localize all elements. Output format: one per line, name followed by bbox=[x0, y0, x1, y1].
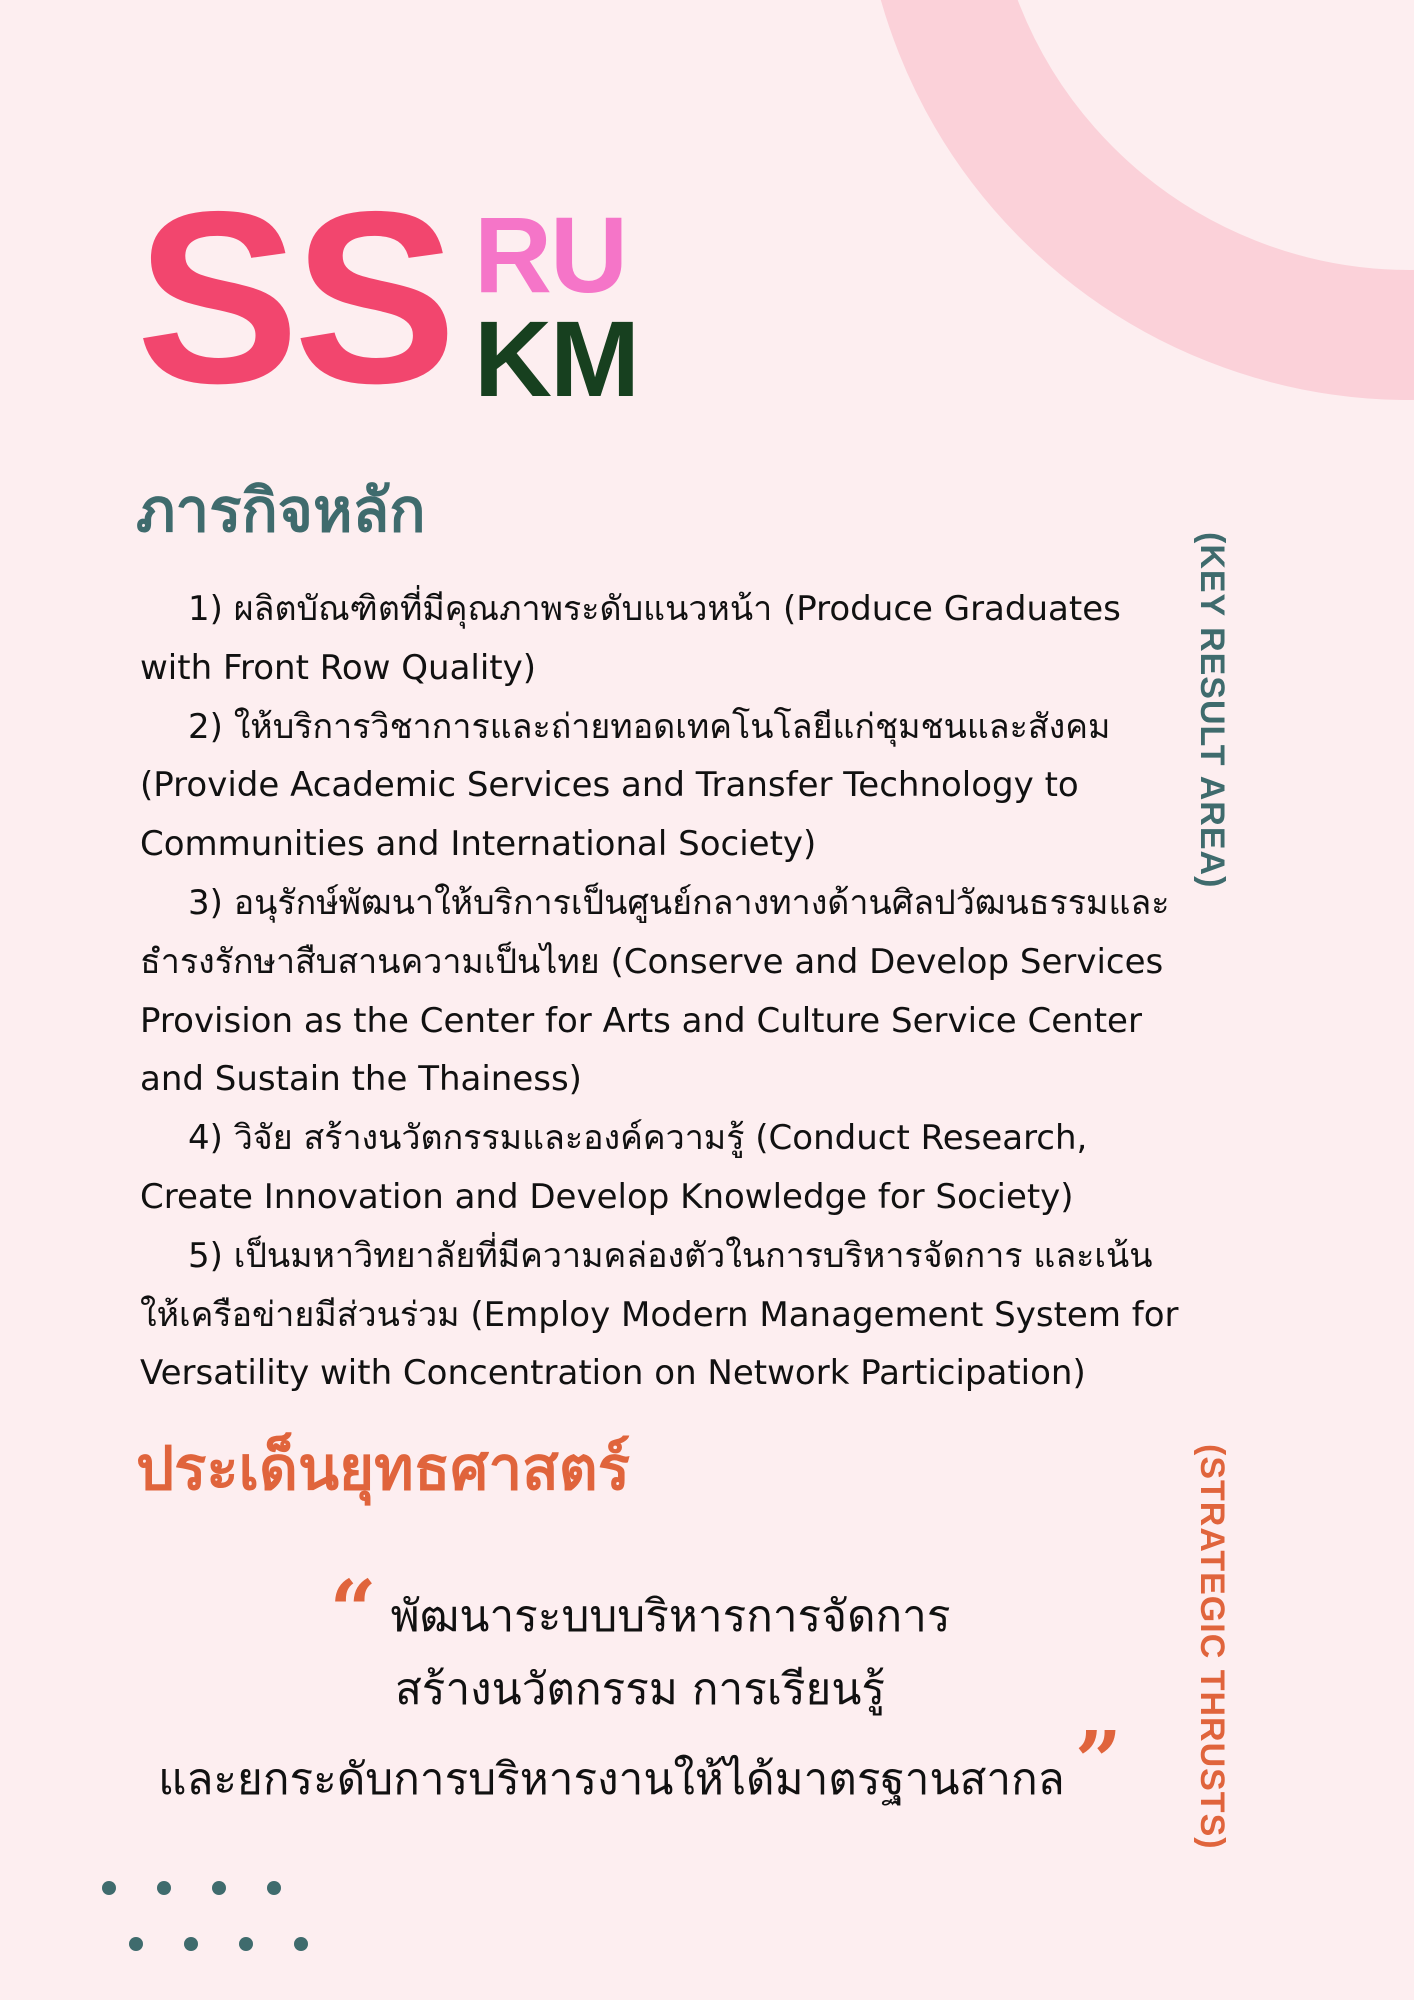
mission-heading: ภารกิจหลัก bbox=[136, 476, 426, 546]
logo-ss-text: SS bbox=[136, 160, 451, 434]
mission-item-2: 2) ให้บริการวิชาการและถ่ายทอดเทคโนโลยีแก่ชุมชนและสังคม (Provide Academic Services and Transfer Technology to Communities and International Society) bbox=[140, 706, 1111, 865]
dot-icon bbox=[239, 1937, 253, 1951]
decorative-arc bbox=[860, 0, 1414, 400]
mission-item-3: 3) อนุรักษ์พัฒนาให้บริการเป็นศูนย์กลางทางด้านศิลปวัฒนธรรมและธำรงรักษาสืบสานความเป็นไทย (Conserve and Develop Services Provision as the Center for Arts and Culture Service Center and Sustain the Thainess) bbox=[140, 882, 1170, 1100]
key-result-area-label: (KEY RESULT AREA) bbox=[1193, 532, 1231, 889]
strategy-quote bbox=[140, 1563, 1140, 1816]
dot-icon bbox=[184, 1937, 198, 1951]
dot-icon bbox=[294, 1937, 308, 1951]
dot-icon bbox=[212, 1881, 226, 1895]
quote-line-1 bbox=[140, 1563, 1140, 1659]
open-quote-icon: “ bbox=[329, 1563, 377, 1659]
quote-line-3 bbox=[140, 1714, 1140, 1816]
logo-ru-text: RU bbox=[474, 194, 626, 315]
mission-item-1: 1) ผลิตบัณฑิตที่มีคุณภาพระดับแนวหน้า (Produce Graduates with Front Row Quality) bbox=[140, 589, 1121, 688]
logo-km-text: KM bbox=[474, 298, 638, 419]
quote-line-1-text: พัฒนาระบบบริหารการจัดการ bbox=[390, 1591, 951, 1642]
dot-icon bbox=[102, 1881, 116, 1895]
strategy-heading: ประเด็นยุทธศาสตร์ bbox=[136, 1434, 630, 1504]
quote-line-2: สร้างนวัตกรรม การเรียนรู้ bbox=[394, 1664, 886, 1715]
strategic-thrusts-label: (STRATEGIC THRUSTS) bbox=[1193, 1444, 1231, 1850]
close-quote-icon: ” bbox=[1074, 1714, 1122, 1810]
dot-icon bbox=[267, 1881, 281, 1895]
dot-icon bbox=[129, 1937, 143, 1951]
dot-icon bbox=[157, 1881, 171, 1895]
mission-item-5: 5) เป็นมหาวิทยาลัยที่มีความคล่องตัวในการบริหารจัดการ และเน้นให้เครือข่ายมีส่วนร่วม (Employ Modern Management System for Versatility with Concentration on Network Participation) bbox=[140, 1235, 1179, 1394]
mission-item-4: 4) วิจัย สร้างนวัตกรรมและองค์ความรู้ (Conduct Research, Create Innovation and Develop Knowledge for Society) bbox=[140, 1118, 1088, 1217]
mission-list bbox=[140, 580, 1180, 1403]
quote-line-3-text: และยกระดับการบริหารงานให้ได้มาตรฐานสากล bbox=[158, 1754, 1065, 1805]
